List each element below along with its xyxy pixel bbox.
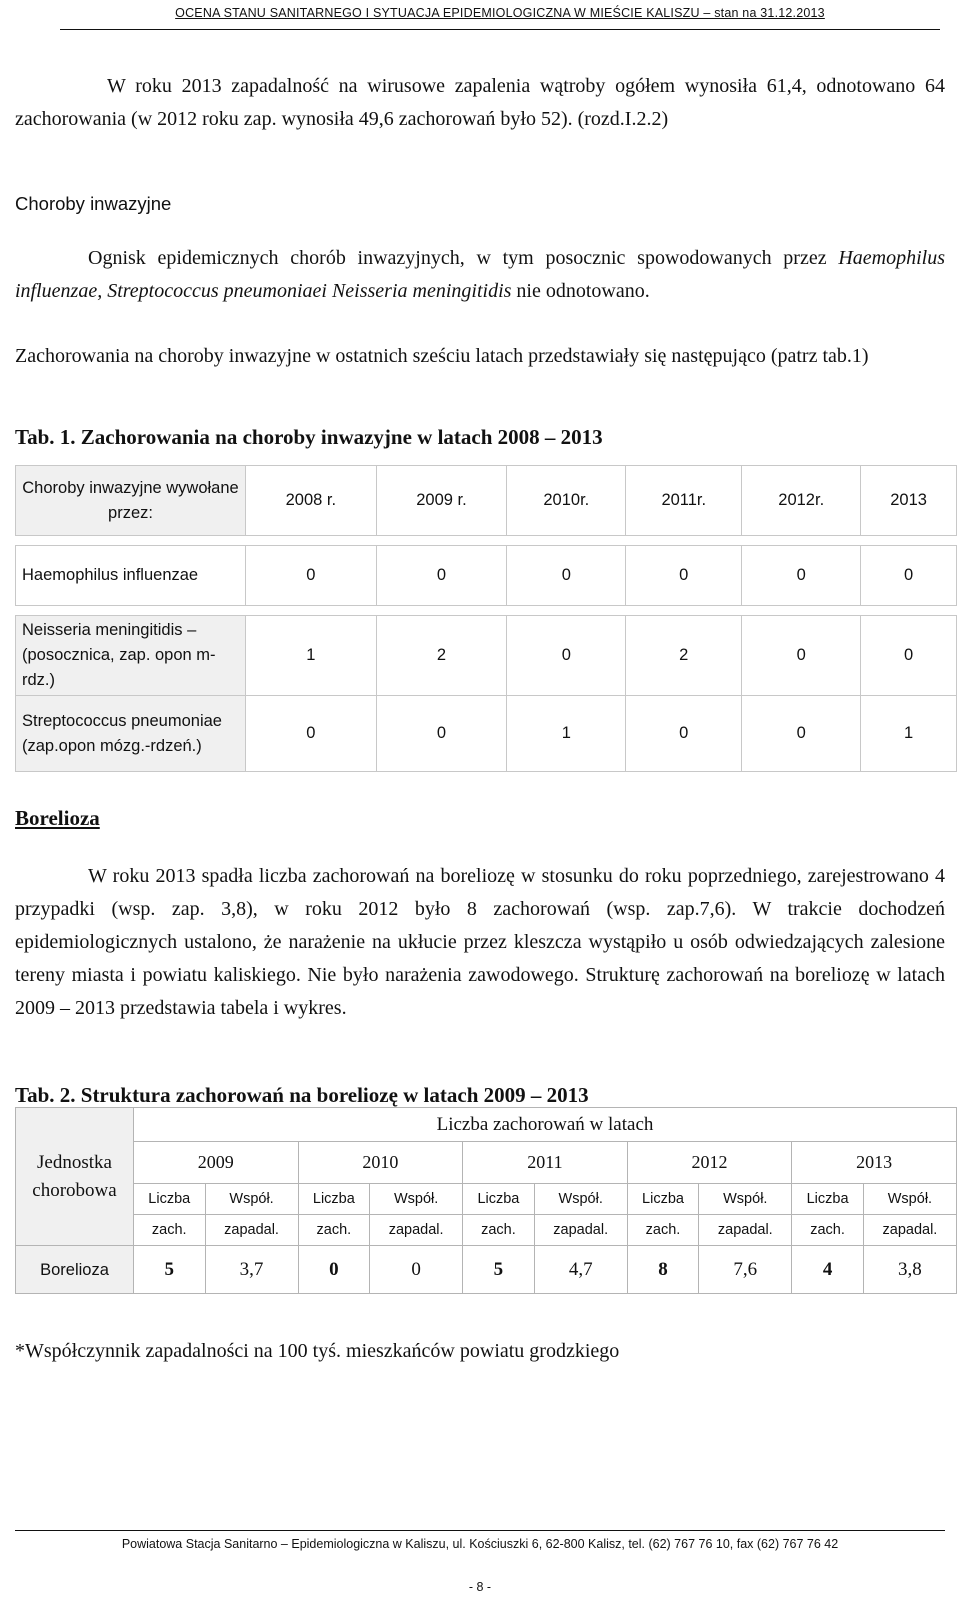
table2-year: 2009 — [134, 1142, 299, 1184]
table2-sub-count: Liczba — [792, 1184, 864, 1215]
table1-value: 1 — [507, 696, 626, 772]
page-footer: Powiatowa Stacja Sanitarno – Epidemiologiczna w Kaliszu, ul. Kościuszki 6, 62-800 Kalisz, tel. (62) 767 76 10, fax (62) 767 76 42 — [15, 1530, 945, 1551]
table1-disease-label: Haemophilus influenzae — [16, 546, 246, 606]
table1-value: 0 — [246, 546, 377, 606]
invasive-p1-start: Ognisk epidemicznych chorób inwazyjnych, w tym posocznic spowodowanych przez — [88, 247, 839, 269]
table1-year-cell: 2013 — [861, 466, 957, 536]
table2-rate: 3,8 — [863, 1246, 956, 1294]
table2-year-row — [16, 1142, 957, 1184]
header-text: OCENA STANU SANITARNEGO I SYTUACJA EPIDEMIOLOGICZNA W MIEŚCIE KALISZU – stan na 31.12.2013 — [175, 6, 825, 20]
table1-value: 0 — [376, 546, 507, 606]
table1-value: 0 — [507, 546, 626, 606]
table-row — [16, 1246, 957, 1294]
table1-year-cell: 2009 r. — [376, 466, 507, 536]
table2-unit-header: Jednostka chorobowa — [16, 1108, 134, 1246]
table1-year-cell: 2012r. — [742, 466, 861, 536]
table2-group-header: Liczba zachorowań w latach — [134, 1108, 957, 1142]
table2-year: 2012 — [627, 1142, 792, 1184]
table1-header-row — [16, 466, 957, 536]
table2-count: 5 — [134, 1246, 206, 1294]
table2-sub-count: zach. — [463, 1215, 535, 1246]
page-number: - 8 - — [468, 1580, 492, 1594]
table2-rate: 7,6 — [699, 1246, 792, 1294]
table1-value: 0 — [742, 616, 861, 696]
table2-count: 4 — [792, 1246, 864, 1294]
table1-spacer — [16, 536, 957, 546]
table-row — [16, 696, 957, 772]
table-row — [16, 546, 957, 606]
table1-value: 2 — [376, 616, 507, 696]
table1-spacer — [16, 606, 957, 616]
footnote: *Współczynnik zapadalności na 100 tyś. mieszkańców powiatu grodzkiego — [15, 1340, 620, 1362]
hepatitis-paragraph: W roku 2013 zapadalność na wirusowe zapalenia wątroby ogółem wynosiła 61,4, odnotowano 64 zachorowania (w 2012 roku zap. wynosiła 49,6 zachorowań było 52). (rozd.I.2.2) — [15, 75, 945, 130]
table2-count: 0 — [298, 1246, 370, 1294]
table2-sub-rate: zapadal. — [863, 1215, 956, 1246]
table2-count: 5 — [463, 1246, 535, 1294]
invasive-heading: Choroby inwazyjne — [15, 193, 172, 214]
table1-value: 2 — [626, 616, 742, 696]
table2-rate: 0 — [370, 1246, 463, 1294]
table2-sub-rate: zapadal. — [699, 1215, 792, 1246]
table1-value: 0 — [861, 616, 957, 696]
table2-sub-count: zach. — [298, 1215, 370, 1246]
table1-spacer-row — [16, 606, 957, 616]
table1-value: 0 — [626, 696, 742, 772]
table2-year: 2010 — [298, 1142, 463, 1184]
table2-sub-count: zach. — [134, 1215, 206, 1246]
table1-header-disease: Choroby inwazyjne wywołane przez: — [16, 466, 246, 536]
table2-row-label: Borelioza — [16, 1246, 134, 1294]
invasive-paragraph-2: Zachorowania na choroby inwazyjne w ostatnich sześciu latach przedstawiały się następująco (patrz tab.1) — [15, 345, 869, 367]
table1-invasive-diseases — [15, 465, 957, 772]
table2-sub-rate: Współ. — [370, 1184, 463, 1215]
table2-sub-rate: Współ. — [699, 1184, 792, 1215]
table2-sub-count: zach. — [627, 1215, 699, 1246]
invasive-p1-end: nie odnotowano. — [511, 280, 650, 302]
table2-sub-rate: Współ. — [534, 1184, 627, 1215]
table2-sub-count: Liczba — [463, 1184, 535, 1215]
table2-sub-rate: zapadal. — [534, 1215, 627, 1246]
table1-value: 0 — [742, 696, 861, 772]
table1-value: 0 — [246, 696, 377, 772]
borelioza-paragraph: W roku 2013 spadła liczba zachorowań na boreliozę w stosunku do roku poprzedniego, zarejestrowano 4 przypadki (wsp. zap. 3,8), w roku 2012 było 8 zachorowań (wsp. zap.7,6). W trakcie dochodzeń epidemiologicznych ustalono, że narażenie na ukłucie przez kleszcza wystąpiło u osób odwiedzających zalesione tereny miasta i powiatu kaliskiego. Nie było narażenia zawodowego. Strukturę zachorowań na boreliozę w latach 2009 – 2013 przedstawia tabela i wykres. — [15, 865, 945, 1019]
table1-value: 1 — [861, 696, 957, 772]
table2-rate: 4,7 — [534, 1246, 627, 1294]
table2-sub-count: Liczba — [627, 1184, 699, 1215]
table1-caption: Tab. 1. Zachorowania na choroby inwazyjne w latach 2008 – 2013 — [15, 425, 603, 449]
table2-rate: 3,7 — [205, 1246, 298, 1294]
table1-value: 0 — [376, 696, 507, 772]
table2-sub-rate: Współ. — [863, 1184, 956, 1215]
table1-year-cell: 2011r. — [626, 466, 742, 536]
table1-value: 0 — [626, 546, 742, 606]
table2-sub-count: Liczba — [134, 1184, 206, 1215]
table2-year: 2013 — [792, 1142, 957, 1184]
table1-value: 0 — [861, 546, 957, 606]
table2-header-row-1 — [16, 1108, 957, 1142]
table1-disease-label: Neisseria meningitidis – (posocznica, zap. opon m-rdz.) — [16, 616, 246, 696]
table2-borelioza — [15, 1107, 957, 1294]
table2-sub-rate: Współ. — [205, 1184, 298, 1215]
page-header — [60, 6, 940, 30]
invasive-p1-italic: Haemophilus influenzae, Streptococcus pneumoniaei Neisseria meningitidis — [15, 247, 945, 302]
table2-year: 2011 — [463, 1142, 628, 1184]
table2-subheader-row-1 — [16, 1184, 957, 1215]
table2-count: 8 — [627, 1246, 699, 1294]
table1-year-cell: 2010r. — [507, 466, 626, 536]
table1-year-cell: 2008 r. — [246, 466, 377, 536]
table2-subheader-row-2 — [16, 1215, 957, 1246]
table2-caption: Tab. 2. Struktura zachorowań na boreliozę w latach 2009 – 2013 — [15, 1083, 589, 1107]
table2-sub-count: zach. — [792, 1215, 864, 1246]
table1-disease-label: Streptococcus pneumoniae (zap.opon mózg.-rdzeń.) — [16, 696, 246, 772]
table1-value: 0 — [507, 616, 626, 696]
table1-value: 0 — [742, 546, 861, 606]
table2-sub-count: Liczba — [298, 1184, 370, 1215]
table2-sub-rate: zapadal. — [370, 1215, 463, 1246]
table2-sub-rate: zapadal. — [205, 1215, 298, 1246]
table-row — [16, 616, 957, 696]
borelioza-heading: Borelioza — [15, 806, 100, 830]
table1-value: 1 — [246, 616, 377, 696]
table1-spacer-row — [16, 536, 957, 546]
invasive-paragraph-1 — [15, 242, 945, 308]
